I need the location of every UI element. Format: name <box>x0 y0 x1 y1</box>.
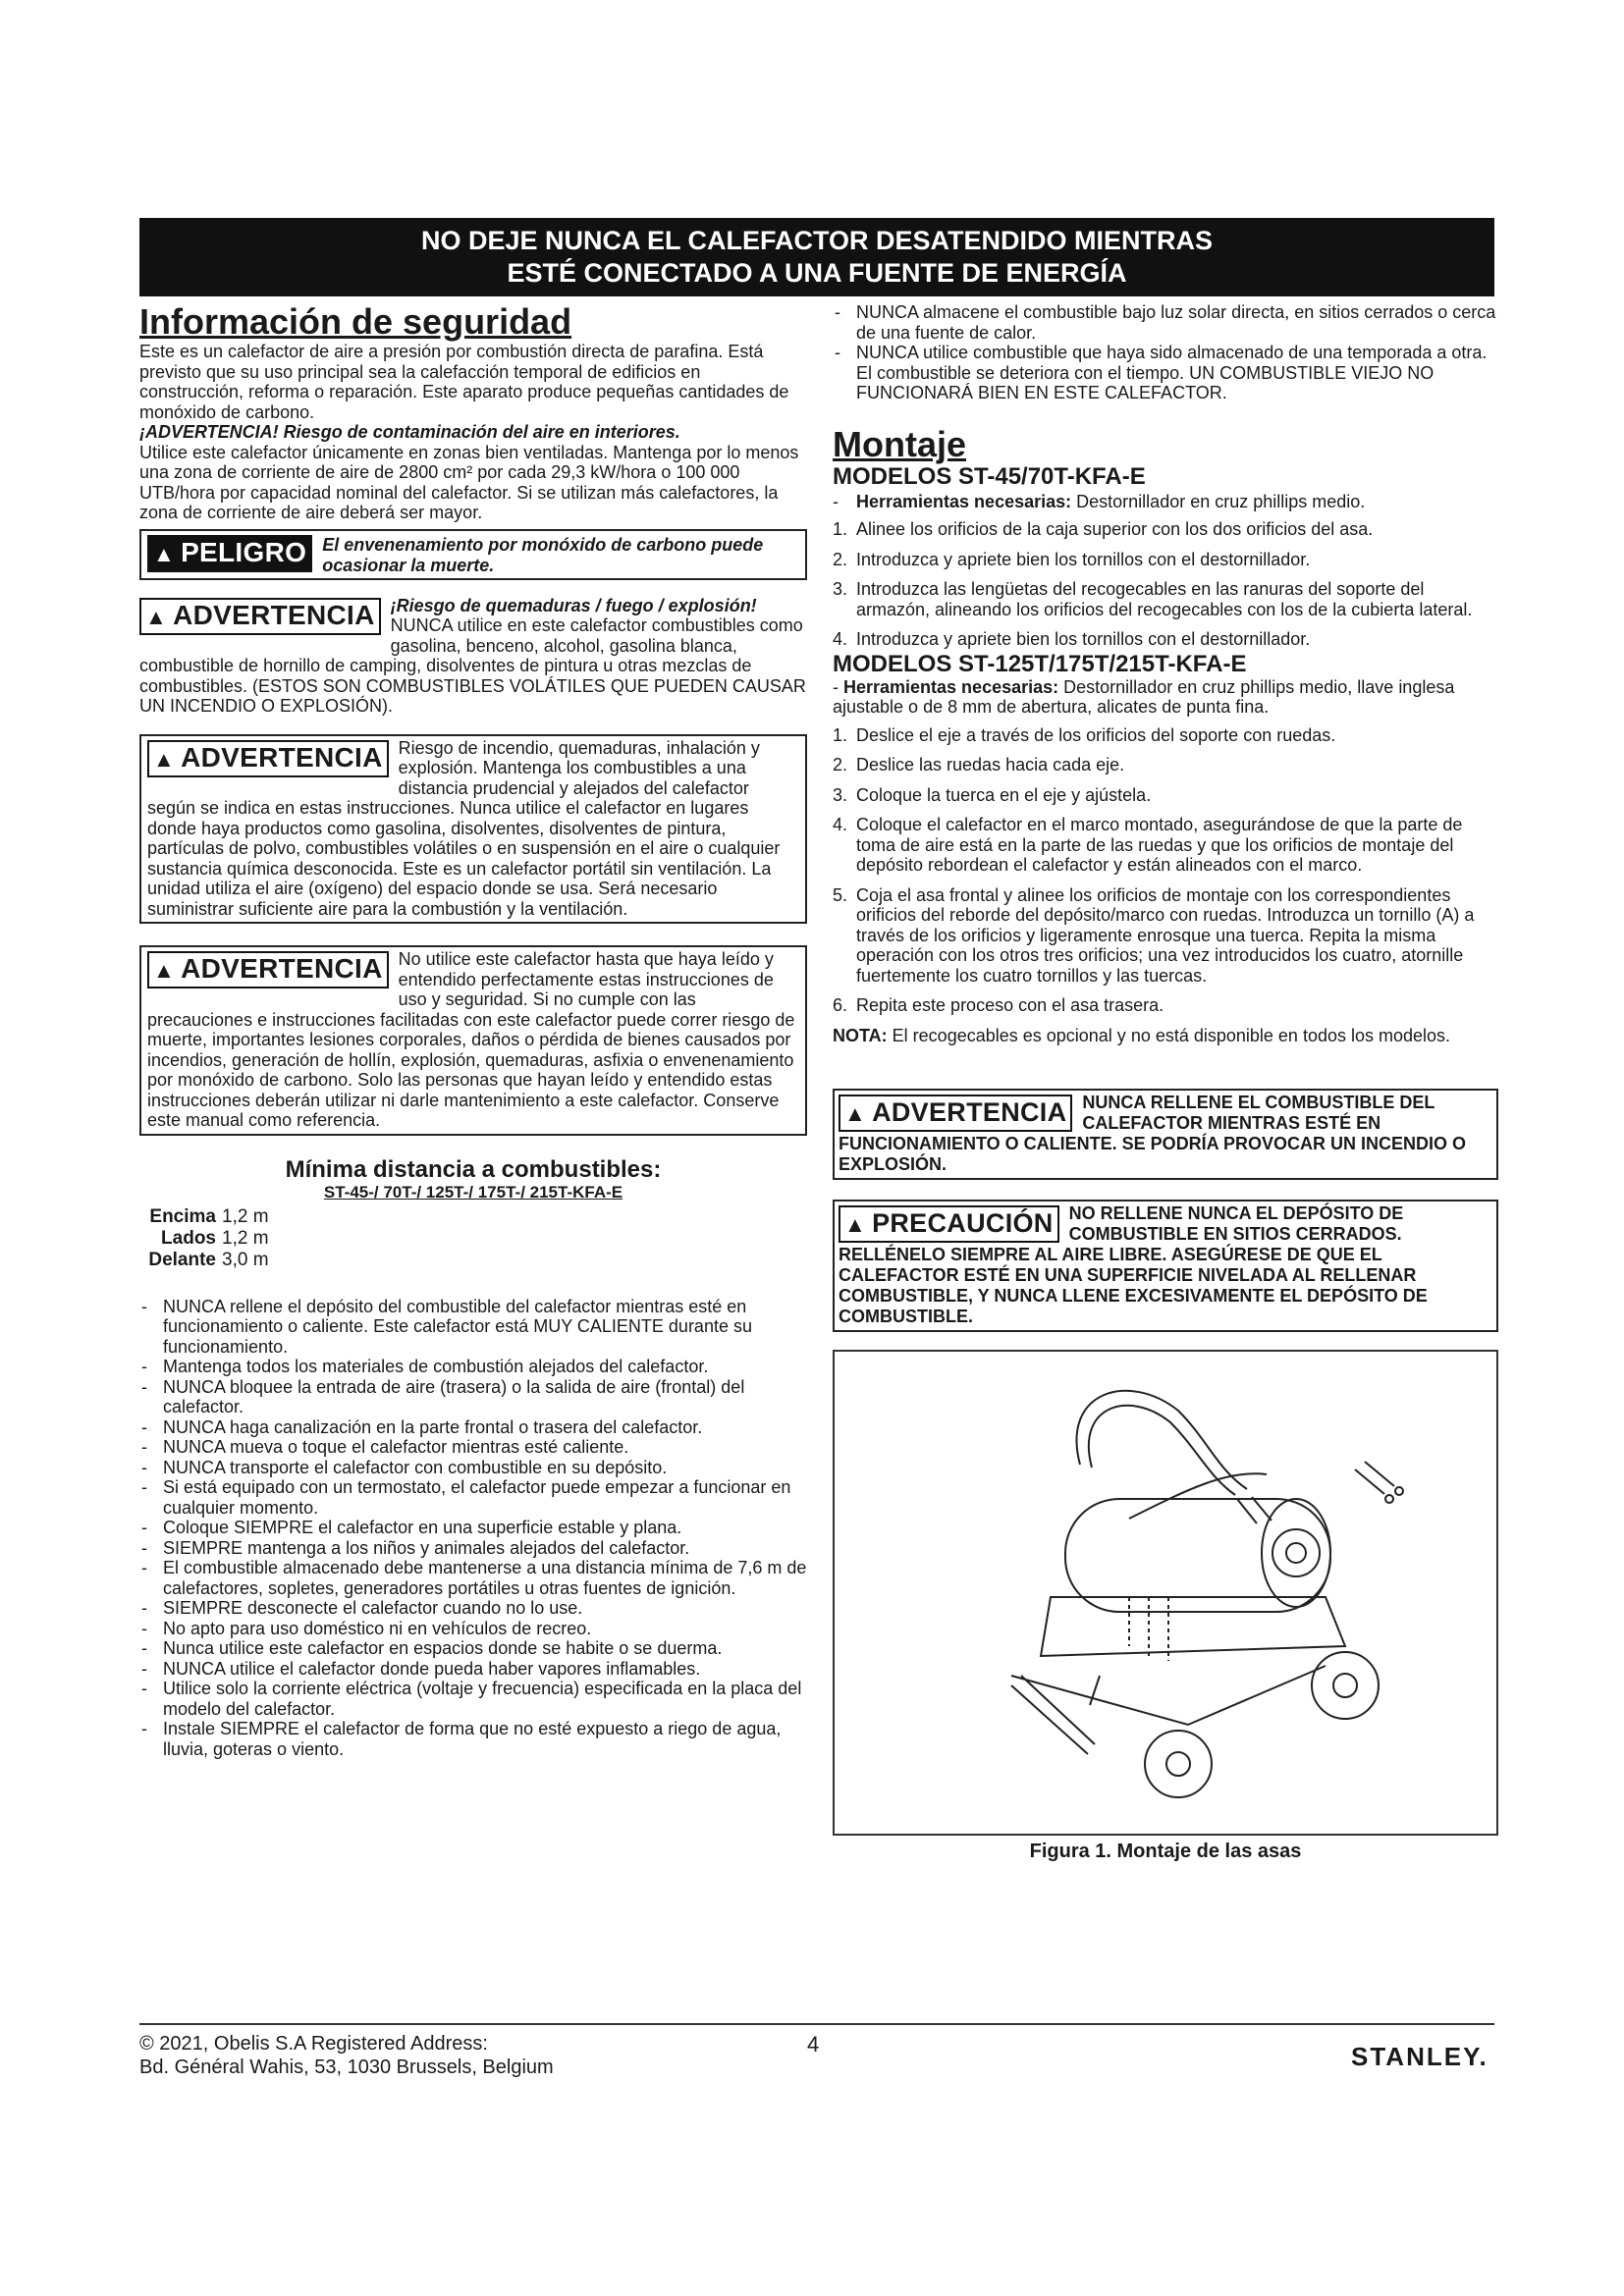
list-item: - Instale SIEMPRE el calefactor de forma que no esté expuesto a riego de agua, lluvia, goteras o viento. <box>139 1719 807 1759</box>
safety-title: Información de seguridad <box>139 301 572 342</box>
wheel-bracket <box>1021 1676 1095 1744</box>
list-item: - NUNCA mueva o toque el calefactor mientras esté caliente. <box>139 1437 807 1458</box>
list-item: - El combustible almacenado debe mantenerse a una distancia mínima de 7,6 m de calefactores, sopletes, generadores portátiles u otras fuentes de ignición. <box>139 1558 807 1598</box>
step-item: 4. Introduzca y apriete bien los tornillos con el destornillador. <box>833 629 1311 649</box>
left-column <box>139 302 807 1759</box>
step-item: 6. Repita este proceso con el asa trasera. <box>833 995 1164 1015</box>
step-item: 3. Coloque la tuerca en el eje y ajústela. <box>833 784 1152 805</box>
list-item: - NUNCA rellene el depósito del combustible del calefactor mientras esté en funcionamiento o caliente. Este calefactor está MUY CALIENTE durante su funcionamiento. <box>139 1297 807 1358</box>
models-b-heading: MODELOS ST-125T/175T/215T-KFA-E <box>833 650 1247 677</box>
list-item: - SIEMPRE mantenga a los niños y animales alejados del calefactor. <box>139 1538 807 1559</box>
list-item: - Nunca utilice este calefactor en espacios donde se habite o se duerma. <box>139 1638 807 1659</box>
list-item: - NUNCA almacene el combustible bajo luz solar directa, en sitios cerrados o cerca de una fuente de calor. <box>833 302 1498 343</box>
warning-triangle-icon: ▲ <box>145 604 168 629</box>
wheel-left <box>1145 1731 1212 1797</box>
air-warning: ¡ADVERTENCIA! Riesgo de contaminación del aire en interiores. <box>139 422 680 442</box>
warning-triangle-icon: ▲ <box>153 746 176 772</box>
warning-3-box <box>139 945 807 1136</box>
min-distance-models: ST-45-/ 70T-/ 125T-/ 175T-/ 215T-KFA-E <box>323 1182 623 1201</box>
right-bullet-list <box>833 302 1498 403</box>
assembly-title: Montaje <box>833 423 967 464</box>
list-item: - NUNCA utilice combustible que haya sido almacenado de una temporada a otra. El combustible se deteriora con el tiempo. UN COMBUSTIBLE VIEJO NO FUNCIONARÁ BIEN EN ESTE CALEFACTOR. <box>833 343 1498 403</box>
list-item: - No apto para uso doméstico ni en vehículos de recreo. <box>139 1619 807 1639</box>
warning-3-text: No utilice este calefactor hasta que haya leído y entendido perfectamente estas instrucciones de uso y seguridad. Si no cumple con las precauciones e instrucciones facilitadas con este calefactor puede correr riesgo de muerte, importantes lesiones corporales, daños o pérdida de bienes causados por incendios, generación de hollín, explosión, quemaduras, asfixia o envenenamiento por monóxido de carbono. Solo las personas que hayan leído y entendido estas instrucciones deberán utilizar ni darle mantenimiento a este calefactor. Conserve este manual como referencia. <box>147 949 795 1130</box>
advertencia-badge-3: ▲ ADVERTENCIA <box>147 951 389 988</box>
air-text: Utilice este calefactor únicamente en zonas bien ventiladas. Mantenga por lo menos una zona de corriente de aire de 2800 cm² por cada 29,3 kW/hora o 100 000 UTB/hora por capacidad nominal del calefactor. Si se utilizan más calefactores, la zona de corriente de aire deberá ser mayor. <box>139 442 799 522</box>
footer-line-2: Bd. Général Wahis, 53, 1030 Brussels, Belgium <box>139 2056 554 2078</box>
top-warning-banner <box>139 218 1494 296</box>
peligro-badge: ▲ PELIGRO <box>147 535 312 572</box>
list-item: - Coloque SIEMPRE el calefactor en una superficie estable y plana. <box>139 1518 807 1538</box>
tools-b: - Herramientas necesarias: Destornillador en cruz phillips medio, llave inglesa ajustable o de 8 mm de abertura, alicates de punta fina. <box>833 676 1455 717</box>
brand-logo: STANLEY. <box>1351 2042 1489 2071</box>
footer-divider <box>139 2023 1494 2025</box>
caution-box <box>833 1200 1498 1332</box>
peligro-text: El envenenamiento por monóxido de carbono puede ocasionar la muerte. <box>322 534 764 575</box>
warning-triangle-icon: ▲ <box>844 1101 867 1126</box>
footer-line-1: © 2021, Obelis S.A Registered Address: <box>139 2033 488 2055</box>
advertencia-badge-4: ▲ ADVERTENCIA <box>839 1095 1072 1132</box>
list-item: - SIEMPRE desconecte el calefactor cuando no lo use. <box>139 1598 807 1619</box>
advertencia-badge-1: ▲ ADVERTENCIA <box>139 598 381 635</box>
list-item: - NUNCA utilice el calefactor donde pueda haber vapores inflamables. <box>139 1659 807 1680</box>
warning-triangle-icon: ▲ <box>844 1212 867 1237</box>
list-item: - Utilice solo la corriente eléctrica (voltaje y frecuencia) especificada en la placa del modelo del calefactor. <box>139 1679 807 1719</box>
list-item: - Mantenga todos los materiales de combustión alejados del calefactor. <box>139 1357 807 1377</box>
models-a-heading: MODELOS ST-45/70T-KFA-E <box>833 462 1146 490</box>
safety-intro: Este es un calefactor de aire a presión por combustión directa de parafina. Está previsto que su uso principal sea la calefacción temporal de edificios en construcción, reforma o reparación. Este aparato produce pequeñas cantidades de monóxido de carbono. <box>139 342 789 422</box>
list-item: - NUNCA bloquee la entrada de aire (trasera) o la salida de aire (frontal) del calefactor. <box>139 1377 807 1417</box>
min-distance-title: Mínima distancia a combustibles: <box>285 1155 662 1183</box>
heater-handle-diagram <box>835 1352 1496 1834</box>
distance-row: Lados 1,2 m <box>161 1227 269 1249</box>
warning-triangle-icon: ▲ <box>153 958 176 983</box>
front-handle <box>1129 1473 1267 1519</box>
warning-2-text: Riesgo de incendio, quemaduras, inhalación y explosión. Mantenga los combustibles a una distancia prudencial y alejados del calefactor según se indica en estas instrucciones. Nunca utilice el calefactor en lugares donde haya productos como gasolina, disolventes, disolventes de pintura, partículas de polvo, combustibles volátiles o en suspensión en el aire o cualquier sustancia química desconocida. Este es un calefactor portátil sin ventilación. La unidad utiliza el aire (oxígeno) del espacio donde se usa. Será necesario suministrar suficiente aire para la combustión y la ventilación. <box>147 737 781 919</box>
step-item: 2. Introduzca y apriete bien los tornillos con el destornillador. <box>833 549 1311 569</box>
footer-address <box>139 2032 554 2079</box>
figure-1-box <box>833 1350 1498 1836</box>
steps-a-list <box>833 519 1498 650</box>
banner-line-2: ESTÉ CONECTADO A UNA FUENTE DE ENERGÍA <box>507 258 1127 288</box>
distance-row: Encima 1,2 m <box>149 1205 269 1227</box>
refuel-warning-box <box>833 1089 1498 1180</box>
step-item: 1. Deslice el eje a través de los orificios del soporte con ruedas. <box>833 724 1336 745</box>
warning-triangle-icon: ▲ <box>153 541 176 566</box>
assembly-note: NOTA: El recogecables es opcional y no está disponible en todos los modelos. <box>833 1025 1451 1045</box>
warning-1-text: NUNCA utilice en este calefactor combustibles como gasolina, benceno, alcohol, gasolina blanca, combustible de hornillo de camping, disolventes de pintura u otras mezclas de combustibles. (ESTOS SON COMBUSTIBLES VOLÁTILES QUE PUEDEN CAUSAR UN INCENDIO O EXPLOSIÓN). <box>139 615 806 716</box>
list-item: - Si está equipado con un termostato, el calefactor puede empezar a funcionar en cualquier momento. <box>139 1477 807 1518</box>
min-distance <box>139 1157 807 1271</box>
list-item: - NUNCA haga canalización en la parte frontal o trasera del calefactor. <box>139 1417 807 1438</box>
figure-caption: Figura 1. Montaje de las asas <box>1029 1841 1302 1862</box>
warning-2-box <box>139 734 807 925</box>
step-item: 5. Coja el asa frontal y alinee los orificios de montaje con los correspondientes orificios del reborde del depósito/marco con ruedas. Introduzca un tornillo (A) a través de los orificios y ligeramente enrosque una tuerca. Repita la misma operación con los otros tres orificios; una vez introducidos los cuatro, atornille fuertemente los cuatro tornillos y las tuercas. <box>833 884 1475 986</box>
advertencia-badge-2: ▲ ADVERTENCIA <box>147 740 389 777</box>
refuel-warning-text: NUNCA RELLENE EL COMBUSTIBLE DEL CALEFACTOR MIENTRAS ESTÉ EN FUNCIONAMIENTO O CALIENTE. SE PODRÍA PROVOCAR UN INCENDIO O EXPLOSIÓN. <box>839 1093 1467 1174</box>
heater-body <box>1065 1499 1330 1612</box>
rear-handle <box>1076 1391 1247 1489</box>
banner-line-1: NO DEJE NUNCA EL CALEFACTOR DESATENDIDO MIENTRAS <box>420 226 1214 255</box>
precaucion-badge: ▲ PRECAUCIÓN <box>839 1205 1059 1243</box>
list-item: - NUNCA transporte el calefactor con combustible en su depósito. <box>139 1458 807 1478</box>
step-item: 1. Alinee los orificios de la caja superior con los dos orificios del asa. <box>833 519 1374 539</box>
wheel-right <box>1312 1652 1379 1719</box>
right-column <box>833 302 1498 1863</box>
warning-1-lead: ¡Riesgo de quemaduras / fuego / explosión! <box>390 595 757 615</box>
step-item: 4. Coloque el calefactor en el marco montado, asegurándose de que la parte de toma de aire está en la parte de las ruedas y que los orificios de montaje del depósito rebordean el calefactor y están alineados con el marco. <box>833 815 1463 875</box>
warning-1 <box>139 596 807 717</box>
page-number: 4 <box>807 2032 820 2056</box>
peligro-box <box>139 529 807 580</box>
steps-b-list <box>833 725 1498 1016</box>
distance-row: Delante 3,0 m <box>148 1249 269 1270</box>
caution-text: NO RELLENE NUNCA EL DEPÓSITO DE COMBUSTIBLE EN SITIOS CERRADOS. RELLÉNELO SIEMPRE AL AIRE LIBRE. ASEGÚRESE DE QUE EL CALEFACTOR ESTÉ EN UNA SUPERFICIE NIVELADA AL RELLENAR COMBUSTIBLE, Y NUNCA LLENE EXCESIVAMENTE EL DEPÓSITO DE COMBUSTIBLE. <box>839 1203 1428 1326</box>
step-item: 3. Introduzca las lengüetas del recogecables en las ranuras del soporte del armazón, alineando los orificios del recogecables con los de la cubierta lateral. <box>833 579 1473 619</box>
step-item: 2. Deslice las ruedas hacia cada eje. <box>833 755 1125 774</box>
tools-a: - Herramientas necesarias: Destornillador en cruz phillips medio. <box>833 491 1366 511</box>
left-bullet-list <box>139 1297 807 1760</box>
